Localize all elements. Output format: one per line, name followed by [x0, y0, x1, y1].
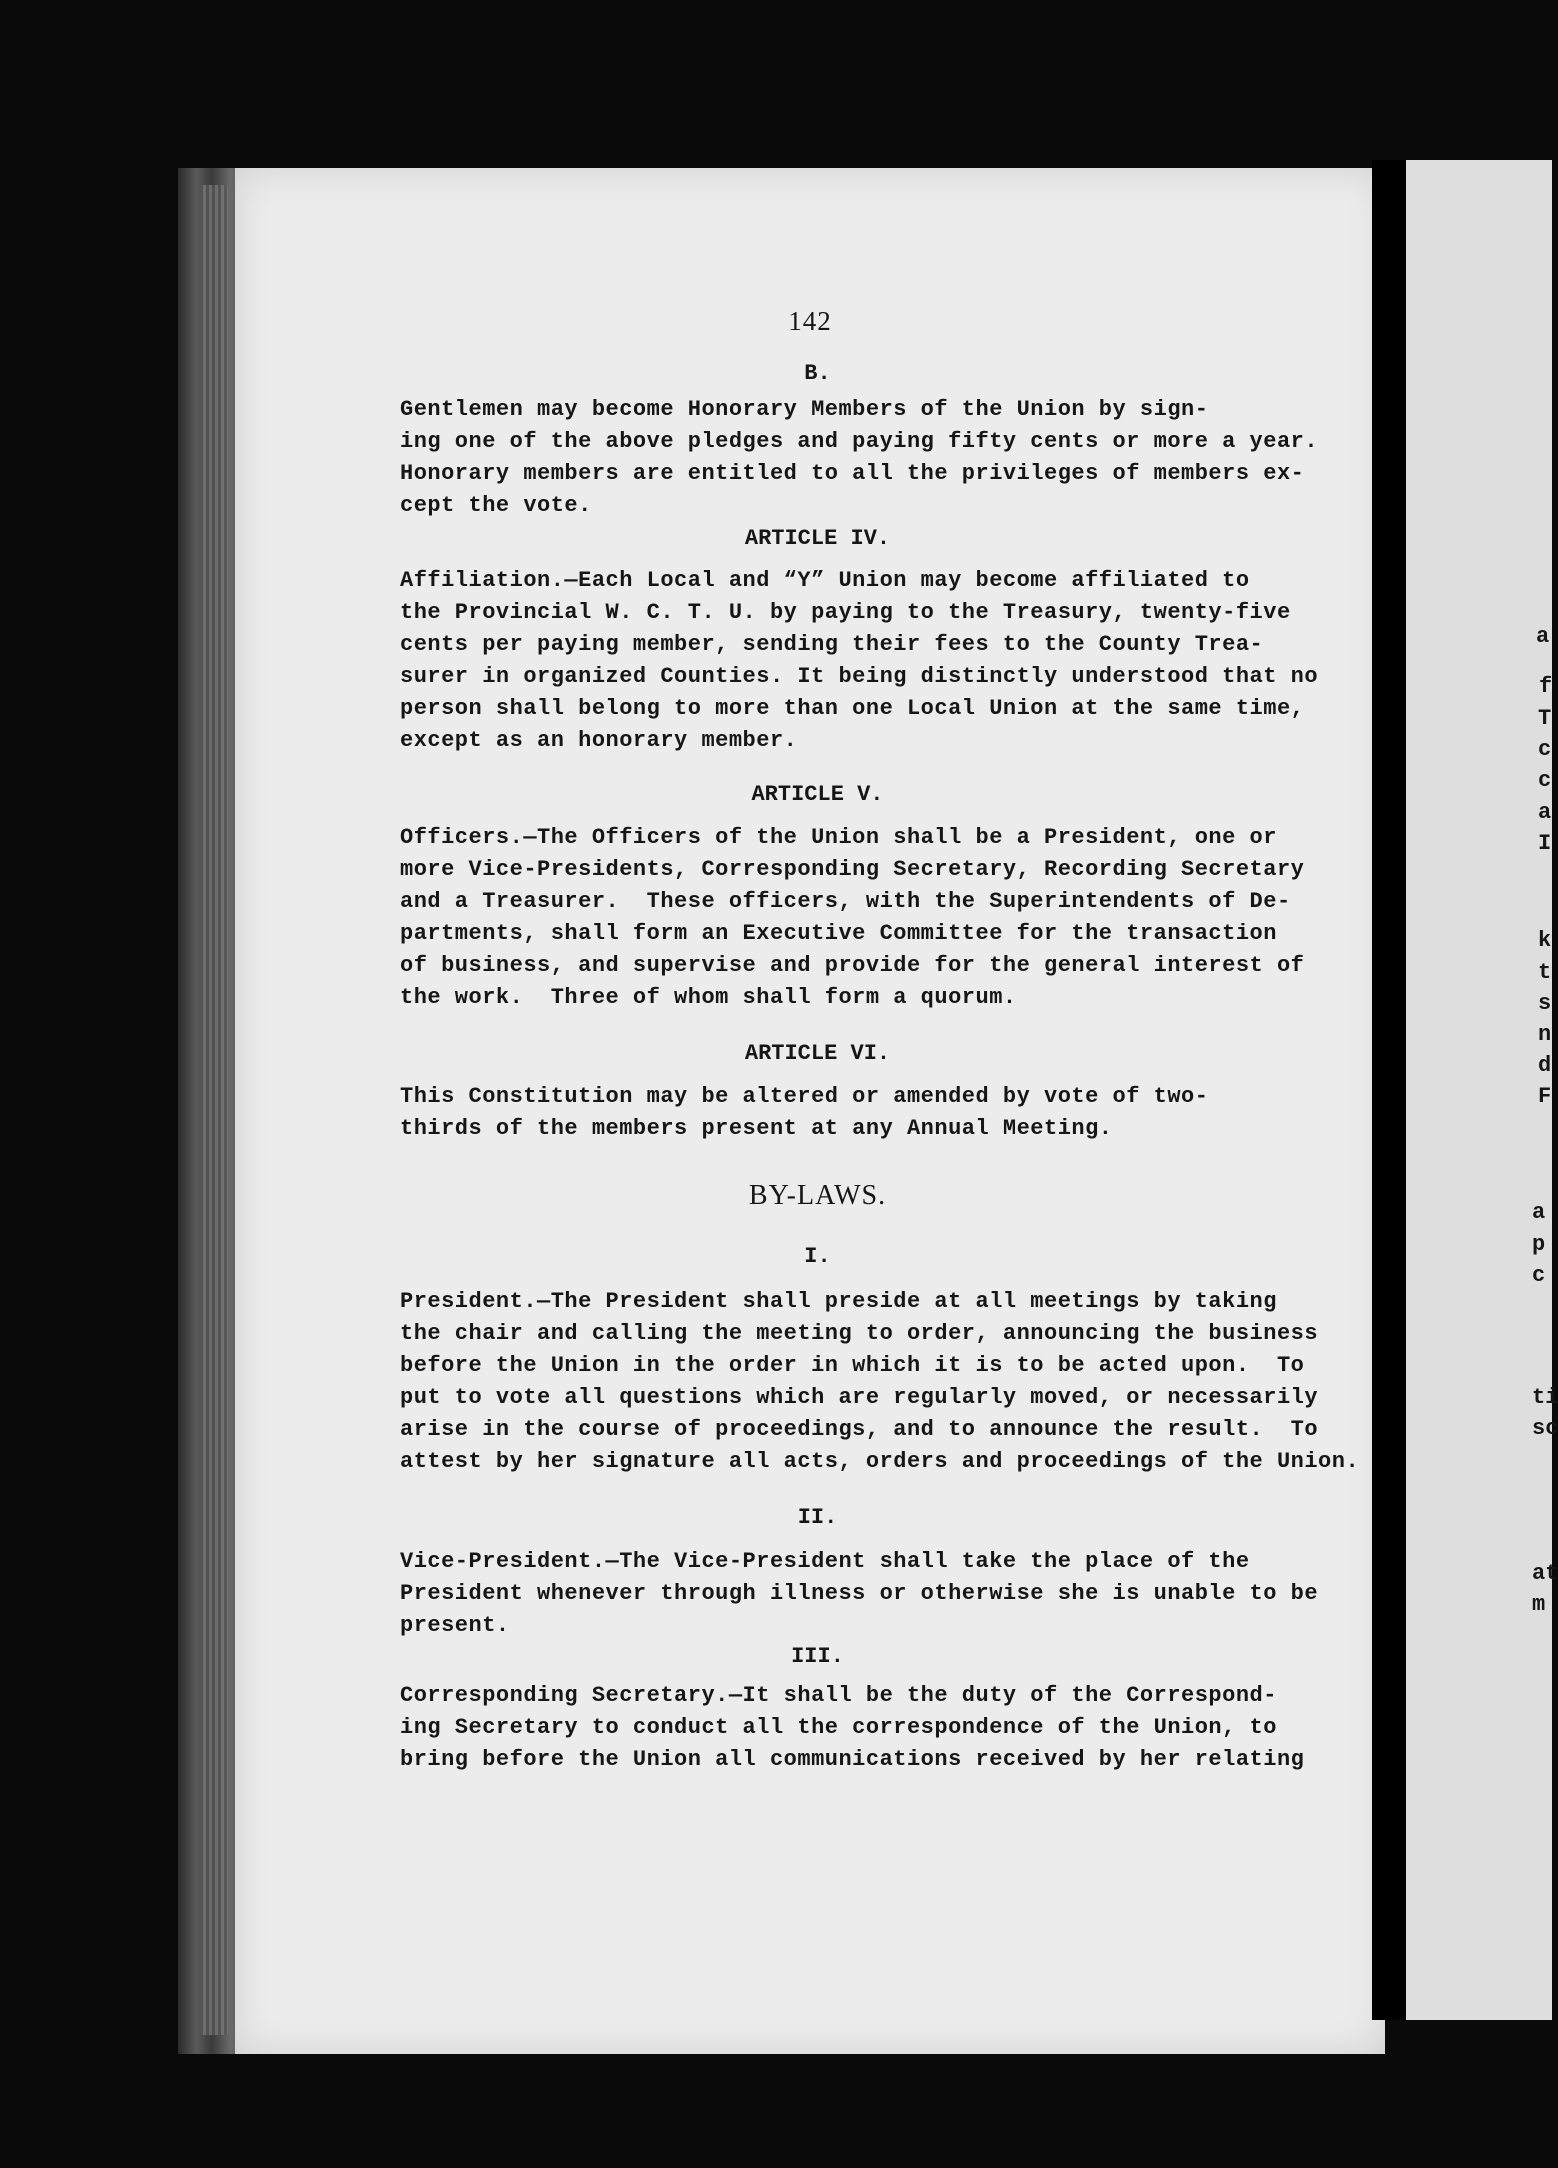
section-heading-b: B.	[804, 361, 831, 386]
text-line: cents per paying member, sending their fees to the County Trea-	[400, 632, 1264, 657]
text-line: President whenever through illness or otherwise she is unable to be	[400, 1581, 1319, 1606]
facing-page-fragment: I	[1538, 831, 1552, 856]
facing-page-fragment: at	[1532, 1561, 1558, 1586]
paragraph-honorary	[400, 394, 1319, 522]
text-line: arise in the course of proceedings, and to announce the result. To	[400, 1417, 1319, 1442]
paragraph-officers	[400, 822, 1305, 1014]
facing-page-fragment: f	[1539, 674, 1553, 699]
article-vi-heading: ARTICLE VI.	[744, 1041, 891, 1066]
facing-page-fragment: n	[1538, 1022, 1552, 1047]
text-line: Honorary members are entitled to all the privileges of members ex-	[400, 461, 1305, 486]
text-line: the Provincial W. C. T. U. by paying to the Treasury, twenty-five	[400, 600, 1291, 625]
book-gutter	[1372, 160, 1406, 2020]
article-v-heading: ARTICLE V.	[751, 782, 884, 807]
facing-page-fragment: m	[1532, 1592, 1546, 1617]
bylaw-ii-heading: II.	[797, 1505, 838, 1530]
text-line: This Constitution may be altered or amended by vote of two-	[400, 1084, 1209, 1109]
scan-background	[0, 2054, 1552, 2168]
paragraph-president	[400, 1286, 1360, 1478]
bylaws-heading: BY-LAWS.	[748, 1180, 887, 1211]
facing-page-fragment: c	[1538, 737, 1552, 762]
facing-page-fragment: a	[1532, 1200, 1546, 1225]
facing-page-fragment: ti	[1532, 1385, 1558, 1410]
text-line: thirds of the members present at any Annual Meeting.	[400, 1116, 1113, 1141]
facing-page-fragment: t	[1538, 960, 1552, 985]
text-line: of business, and supervise and provide for the general interest of	[400, 953, 1305, 978]
facing-page-fragment: a	[1536, 624, 1550, 649]
facing-page-fragment: a	[1538, 800, 1552, 825]
text-line: partments, shall form an Executive Committee for the transaction	[400, 921, 1277, 946]
paragraph-corresponding-secretary	[400, 1680, 1305, 1776]
text-line: the chair and calling the meeting to order, announcing the business	[400, 1321, 1319, 1346]
text-line: Affiliation.—Each Local and “Y” Union may become affiliated to	[400, 568, 1250, 593]
facing-page-fragment: F	[1538, 1084, 1552, 1109]
text-line: the work. Three of whom shall form a quorum.	[400, 985, 1017, 1010]
text-line: Corresponding Secretary.—It shall be the duty of the Correspond-	[400, 1683, 1277, 1708]
text-line: Gentlemen may become Honorary Members of the Union by sign-	[400, 397, 1209, 422]
text-line: cept the vote.	[400, 493, 592, 518]
paragraph-affiliation	[400, 565, 1319, 757]
text-line: present.	[400, 1613, 510, 1638]
facing-page-fragment: c	[1532, 1263, 1546, 1288]
text-line: ing Secretary to conduct all the correspondence of the Union, to	[400, 1715, 1277, 1740]
text-line: put to vote all questions which are regularly moved, or necessarily	[400, 1385, 1319, 1410]
text-line: before the Union in the order in which it is to be acted upon. To	[400, 1353, 1305, 1378]
facing-page-fragment: s	[1538, 991, 1552, 1016]
facing-page-fragment: sc	[1532, 1416, 1558, 1441]
book-page	[235, 168, 1385, 2054]
bylaw-i-heading: I.	[804, 1244, 831, 1269]
text-line: and a Treasurer. These officers, with the Superintendents of De-	[400, 889, 1291, 914]
text-line: President.—The President shall preside at all meetings by taking	[400, 1289, 1277, 1314]
page-number: 142	[788, 306, 832, 336]
facing-page-fragment: k	[1538, 928, 1552, 953]
paragraph-amendment	[400, 1081, 1235, 1145]
facing-page	[1406, 160, 1558, 2020]
text-line: except as an honorary member.	[400, 728, 798, 753]
text-line: Officers.—The Officers of the Union shall be a President, one or	[400, 825, 1277, 850]
facing-page-fragment: d	[1538, 1053, 1552, 1078]
text-line: person shall belong to more than one Local Union at the same time,	[400, 696, 1305, 721]
facing-page-fragment: T	[1538, 706, 1552, 731]
page-edges-texture	[200, 185, 228, 2035]
facing-page-fragment: p	[1532, 1232, 1546, 1257]
text-line: Vice-President.—The Vice-President shall take the place of the	[400, 1549, 1250, 1574]
text-line: attest by her signature all acts, orders and proceedings of the Union.	[400, 1449, 1360, 1474]
text-line: ing one of the above pledges and paying fifty cents or more a year.	[400, 429, 1319, 454]
text-line: surer in organized Counties. It being distinctly understood that no	[400, 664, 1319, 689]
facing-page-fragment: c	[1538, 768, 1552, 793]
paragraph-vice-president	[400, 1546, 1319, 1642]
text-line: bring before the Union all communications received by her relating	[400, 1747, 1305, 1772]
bylaw-iii-heading: III.	[791, 1644, 844, 1669]
text-line: more Vice-Presidents, Corresponding Secretary, Recording Secretary	[400, 857, 1305, 882]
article-iv-heading: ARTICLE IV.	[744, 526, 891, 551]
